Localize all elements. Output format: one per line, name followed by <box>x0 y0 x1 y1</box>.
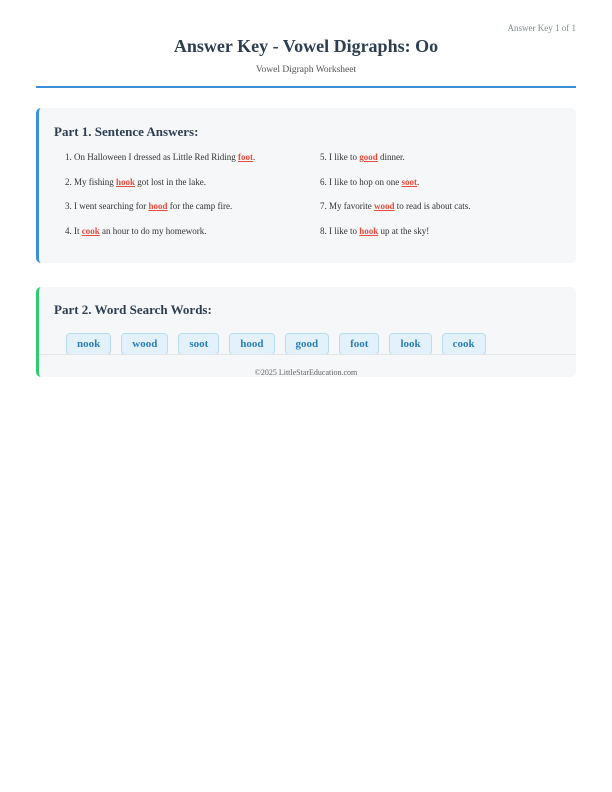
page-subtitle: Vowel Digraph Worksheet <box>255 65 357 75</box>
sentence-item <box>320 201 565 226</box>
sentence-item <box>320 177 565 202</box>
part2-title: Part 2. Word Search Words: <box>54 302 212 317</box>
part1-section <box>36 108 576 263</box>
word-chip: soot <box>178 333 219 355</box>
header-divider <box>36 86 576 88</box>
sentence-text: 1. On Halloween I dressed as Little Red Riding <box>65 152 238 162</box>
answer-word: wood <box>374 201 395 212</box>
sentence-text: an hour to do my homework. <box>99 226 207 237</box>
footer-divider <box>39 354 576 355</box>
sentence-text: . <box>252 152 256 162</box>
page-number: Answer Key 1 of 1 <box>507 23 576 33</box>
word-chip: look <box>389 333 431 355</box>
page-title: Answer Key - Vowel Digraphs: Oo <box>173 36 439 56</box>
word-search-list <box>66 333 486 355</box>
sentence-text: got lost in the lake. <box>135 176 207 187</box>
sentence-item <box>65 152 320 177</box>
sentence-text: 4. It <box>65 226 82 237</box>
sentence-text: to read is about cats. <box>394 201 471 212</box>
sentence-text: 7. My favorite <box>320 201 374 212</box>
sentence-text: 6. I like to hop on one <box>320 176 402 187</box>
sentence-item <box>320 226 565 251</box>
sentence-text: up at the sky! <box>378 226 430 237</box>
answer-word: soot <box>401 176 417 187</box>
sentence-text: for the camp fire. <box>167 201 233 212</box>
sentence-item <box>320 152 565 177</box>
sentence-text: 5. I like to <box>320 152 360 162</box>
part1-title: Part 1. Sentence Answers: <box>54 124 199 139</box>
word-chip: foot <box>339 333 379 355</box>
sentence-text: 3. I went searching for <box>65 201 149 212</box>
sentence-item <box>65 226 320 251</box>
word-chip: wood <box>121 333 168 355</box>
word-chip: cook <box>442 333 486 355</box>
sentence-item <box>65 201 320 226</box>
sentence-text: dinner. <box>377 152 405 162</box>
answer-word: hook <box>359 226 379 237</box>
answer-word: cook <box>81 226 100 237</box>
word-chip: hood <box>229 333 274 355</box>
sentence-text: 8. I like to <box>320 226 360 237</box>
word-chip: good <box>285 333 330 355</box>
sentence-answers <box>65 152 565 251</box>
answer-word: foot <box>237 152 253 162</box>
answer-word: good <box>359 152 378 162</box>
answer-word: hook <box>116 176 136 187</box>
footer-copyright: ©2025 LittleStarEducation.com <box>254 368 358 377</box>
sentence-text: 2. My fishing <box>65 176 117 187</box>
word-chip: nook <box>66 333 111 355</box>
part2-section <box>36 287 576 377</box>
sentence-text: . <box>417 176 420 187</box>
answer-word: hood <box>148 201 168 212</box>
sentence-item <box>65 177 320 202</box>
